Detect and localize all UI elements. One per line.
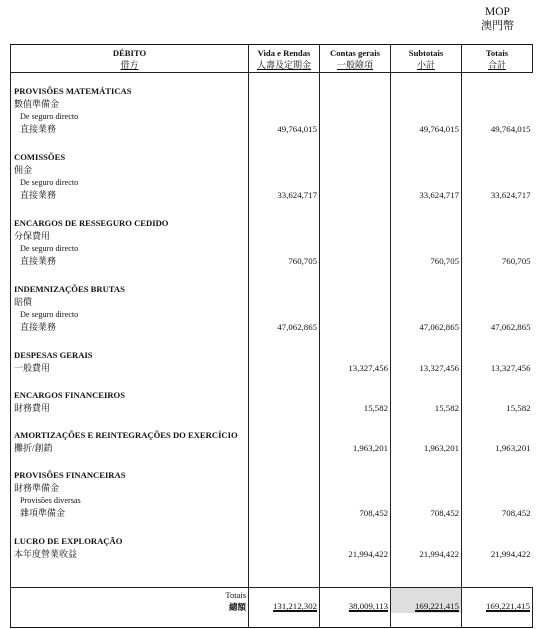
value-total: 49,764,015 <box>490 124 531 134</box>
value-subtotal: 49,764,015 <box>419 124 459 134</box>
value-subtotal: 21,994,422 <box>419 549 459 559</box>
closing-row <box>11 613 533 628</box>
value-subtotal: 708,452 <box>430 508 459 518</box>
section-title: INDEMNIZAÇÕES BRUTAS <box>14 284 125 294</box>
totals-subtotal: 169,221,415 <box>415 601 459 611</box>
section-subtitle: De seguro directo <box>20 310 79 319</box>
totals-row <box>11 588 533 614</box>
section-title-zh: 數值準備金 <box>14 99 60 109</box>
section-subtitle-zh: 直接業務 <box>20 322 57 332</box>
section-subtitle-zh: 直接業務 <box>20 256 57 266</box>
value-subtotal: 47,062,865 <box>419 322 459 332</box>
totals-label-zh: 總額 <box>228 602 246 612</box>
col-header-subtotais: Subtotais 小計 <box>391 45 462 73</box>
section-row <box>11 429 533 469</box>
section-row <box>11 217 533 283</box>
section-row <box>11 469 533 535</box>
currency-name-zh: 澳門幣 <box>481 20 514 32</box>
value-subtotal: 13,327,456 <box>419 363 459 373</box>
section-title: ENCARGOS FINANCEIROS <box>14 390 126 400</box>
section-title-zh: 分保費用 <box>14 231 51 241</box>
value-gerais: 13,327,456 <box>348 363 388 373</box>
section-row <box>11 151 533 217</box>
section-subtitle-zh: 直接業務 <box>20 190 57 200</box>
section-row <box>11 389 533 429</box>
section-title-zh: 賠償 <box>14 297 33 307</box>
currency-code: MOP <box>485 6 510 18</box>
section-title-zh: 攤折/創銷 <box>14 443 53 453</box>
section-title: PROVISÕES FINANCEIRAS <box>14 470 126 480</box>
section-subtitle-zh: 直接業務 <box>20 124 57 134</box>
section-title: COMISSÕES <box>14 152 66 162</box>
col-header-totais: Totais 合計 <box>462 45 533 73</box>
value-total: 47,062,865 <box>490 322 531 332</box>
value-vida: 49,764,015 <box>277 124 317 134</box>
section-subtitle: Provisões diversas <box>20 496 81 505</box>
section-title: PROVISÕES MATEMÁTICAS <box>14 86 132 96</box>
section-title-zh: 佣金 <box>14 165 33 175</box>
section-row <box>11 283 533 349</box>
value-subtotal: 33,624,717 <box>419 190 459 200</box>
currency-label <box>481 5 514 33</box>
col-header-gerais: Contas gerais 一般險項 <box>320 45 391 73</box>
totals-vida: 131,212,302 <box>273 601 317 611</box>
section-title: LUCRO DE EXPLORAÇÃO <box>14 536 123 546</box>
col-header-vida: Vida e Rendas 人壽及定期金 <box>249 45 320 73</box>
section-title: AMORTIZAÇÕES E REINTEGRAÇÕES DO EXERCÍCIO <box>14 430 238 440</box>
totals-label: Totais <box>225 590 246 600</box>
value-gerais: 21,994,422 <box>348 549 388 559</box>
debit-table <box>10 44 533 628</box>
section-title-zh: 本年度營業收益 <box>14 549 78 559</box>
value-total: 15,582 <box>506 403 531 413</box>
section-title-zh: 財務費用 <box>14 403 51 413</box>
col-header-debito: DÉBITO 借方 <box>11 45 249 73</box>
section-subtitle-zh: 雜項準備金 <box>20 508 66 518</box>
totals-total: 169,221,415 <box>486 601 530 611</box>
value-total: 13,327,456 <box>490 363 531 373</box>
value-subtotal: 760,705 <box>430 256 459 266</box>
value-subtotal: 1,963,201 <box>423 443 459 453</box>
section-title: ENCARGOS DE RESSEGURO CEDIDO <box>14 218 169 228</box>
section-subtitle: De seguro directo <box>20 244 79 253</box>
section-row <box>11 535 533 588</box>
value-vida: 47,062,865 <box>277 322 317 332</box>
value-gerais: 1,963,201 <box>352 443 388 453</box>
value-subtotal: 15,582 <box>434 403 459 413</box>
section-row <box>11 349 533 389</box>
section-row <box>11 73 533 152</box>
section-subtitle: De seguro directo <box>20 112 79 121</box>
header-row <box>11 45 533 73</box>
value-vida: 33,624,717 <box>277 190 317 200</box>
value-vida: 760,705 <box>288 256 317 266</box>
totals-gerais: 38,009,113 <box>348 601 388 611</box>
value-gerais: 708,452 <box>359 508 388 518</box>
section-title: DESPESAS GERAIS <box>14 350 93 360</box>
value-total: 33,624,717 <box>490 190 531 200</box>
value-gerais: 15,582 <box>363 403 388 413</box>
value-total: 21,994,422 <box>490 549 531 559</box>
value-total: 1,963,201 <box>495 443 531 453</box>
value-total: 708,452 <box>501 508 531 518</box>
section-subtitle: De seguro directo <box>20 178 79 187</box>
value-total: 760,705 <box>501 256 531 266</box>
section-title-zh: 一般費用 <box>14 363 51 373</box>
section-title-zh: 財務準備金 <box>14 483 60 493</box>
